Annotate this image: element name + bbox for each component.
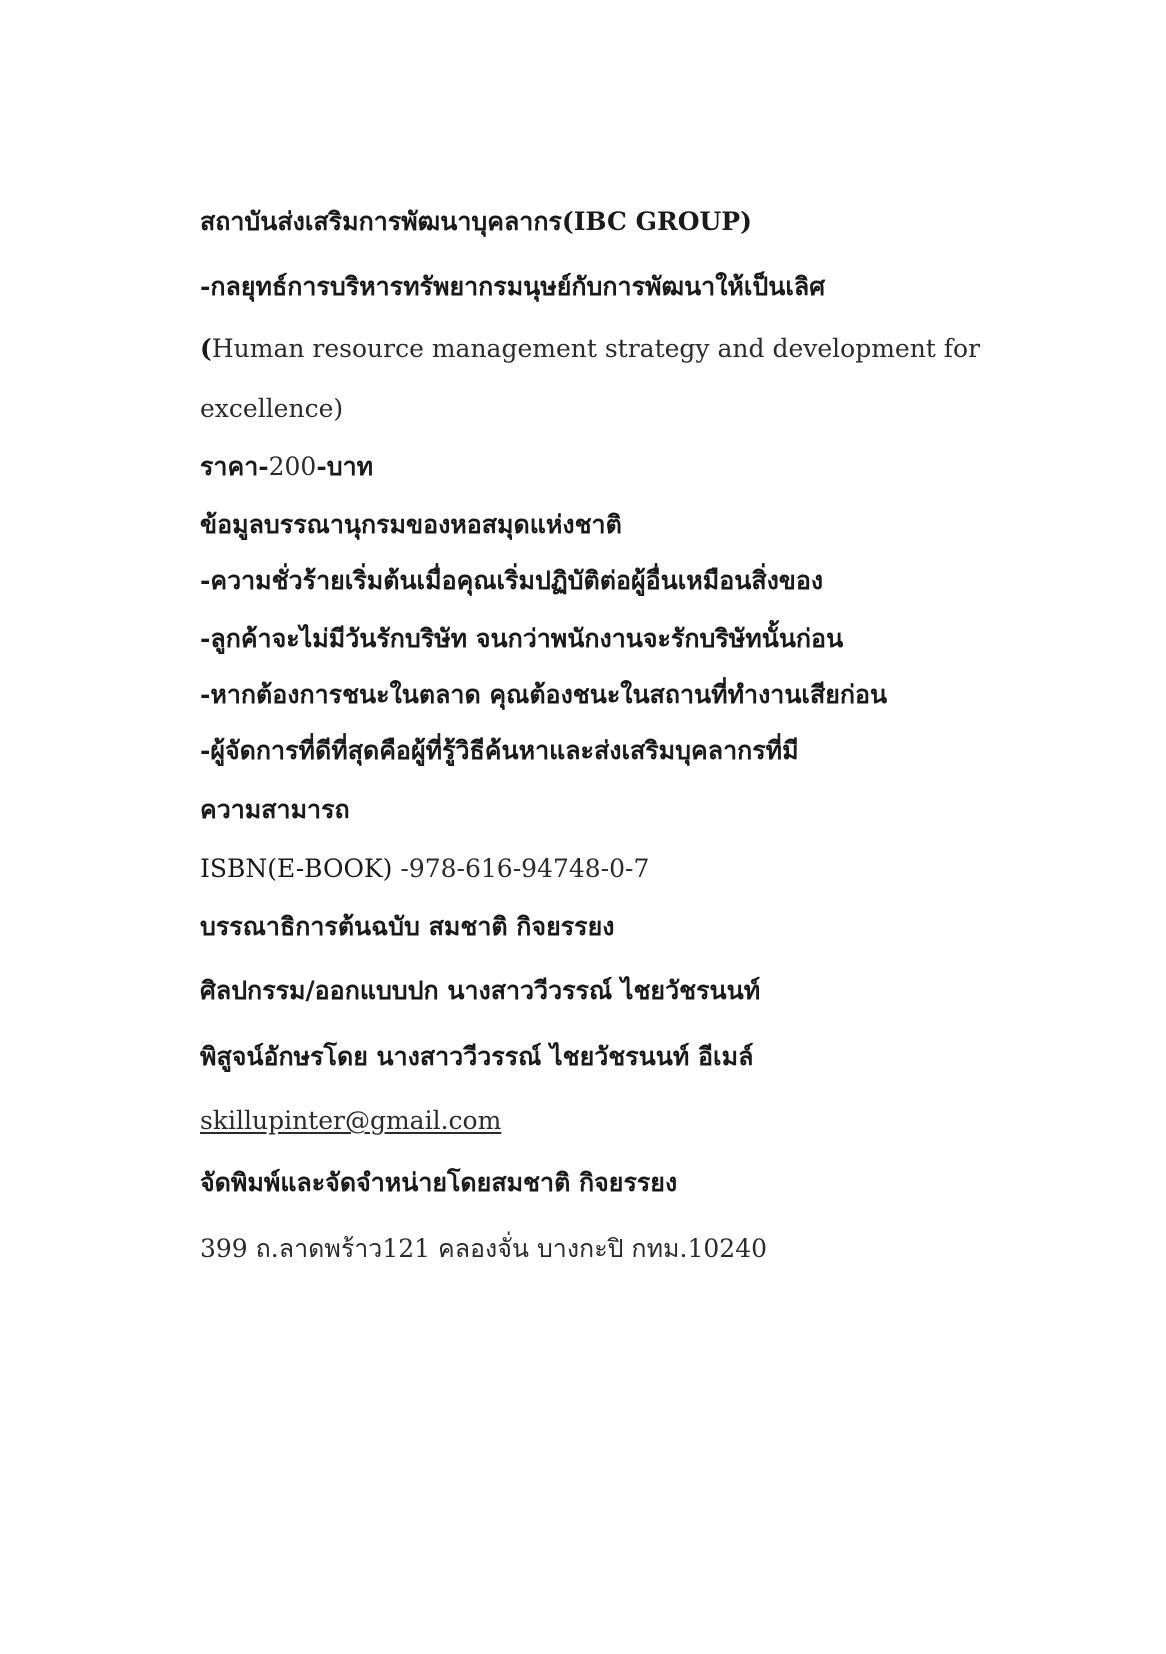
price-line — [200, 454, 373, 479]
proofreading-line: พิสูจน์อักษรโดย นางสาววีวรรณ์ ไชยวัชรนนท์ อีเมล์ — [200, 1042, 754, 1071]
title-english-line-1: Human resource management strategy and development for — [211, 334, 981, 363]
publisher-line: สถาบันส่งเสริมการพัฒนาบุคลากร(IBC GROUP) — [200, 207, 752, 236]
art-design-line: ศิลปกรรม/ออกแบบปก นางสาววีวรรณ์ ไชยวัชรนนท์ — [200, 976, 761, 1005]
price-currency: -บาท — [316, 452, 374, 481]
quote-2: -ลูกค้าจะไม่มีวันรักบริษัท จนกว่าพนักงานจะรักบริษัทนั้นก่อน — [200, 624, 844, 653]
quote-1: -ความชั่วร้ายเริ่มต้นเมื่อคุณเริ่มปฏิบัติต่อผู้อื่นเหมือนสิ่งของ — [200, 566, 824, 595]
printed-by-line: จัดพิมพ์และจัดจำหน่ายโดยสมชาติ กิจยรรยง — [200, 1168, 678, 1197]
isbn-label: ISBN(E-BOOK) — [200, 854, 393, 883]
book-title-thai: -กลยุทธ์การบริหารทรัพยากรมนุษย์กับการพัฒนาให้เป็นเลิศ — [200, 272, 826, 301]
cataloging-heading: ข้อมูลบรรณานุกรมของหอสมุดแห่งชาติ — [200, 510, 622, 539]
quote-3: -หากต้องการชนะในตลาด คุณต้องชนะในสถานที่ทำงานเสียก่อน — [200, 680, 888, 709]
editor-line: บรรณาธิการต้นฉบับ สมชาติ กิจยรรยง — [200, 912, 615, 941]
price-value: 200 — [268, 452, 317, 481]
email-link[interactable]: skillupinter@gmail.com — [200, 1106, 502, 1135]
book-title-english — [200, 336, 980, 361]
isbn-number: -978-616-94748-0-7 — [392, 854, 650, 883]
address-line: 399 ถ.ลาดพร้าว121 คลองจั่น บางกะปิ กทม.10240 — [200, 1234, 768, 1263]
isbn-line — [200, 856, 649, 881]
quote-4-line-1: -ผู้จัดการที่ดีที่สุดคือผู้ที่รู้วิธีค้นหาและส่งเสริมบุคลากรที่มี — [200, 736, 799, 765]
title-english-line-2: excellence) — [200, 394, 344, 423]
quote-4-line-2: ความสามารถ — [200, 795, 350, 824]
price-label: ราคา- — [200, 452, 269, 481]
title-open-paren: ( — [200, 334, 212, 363]
